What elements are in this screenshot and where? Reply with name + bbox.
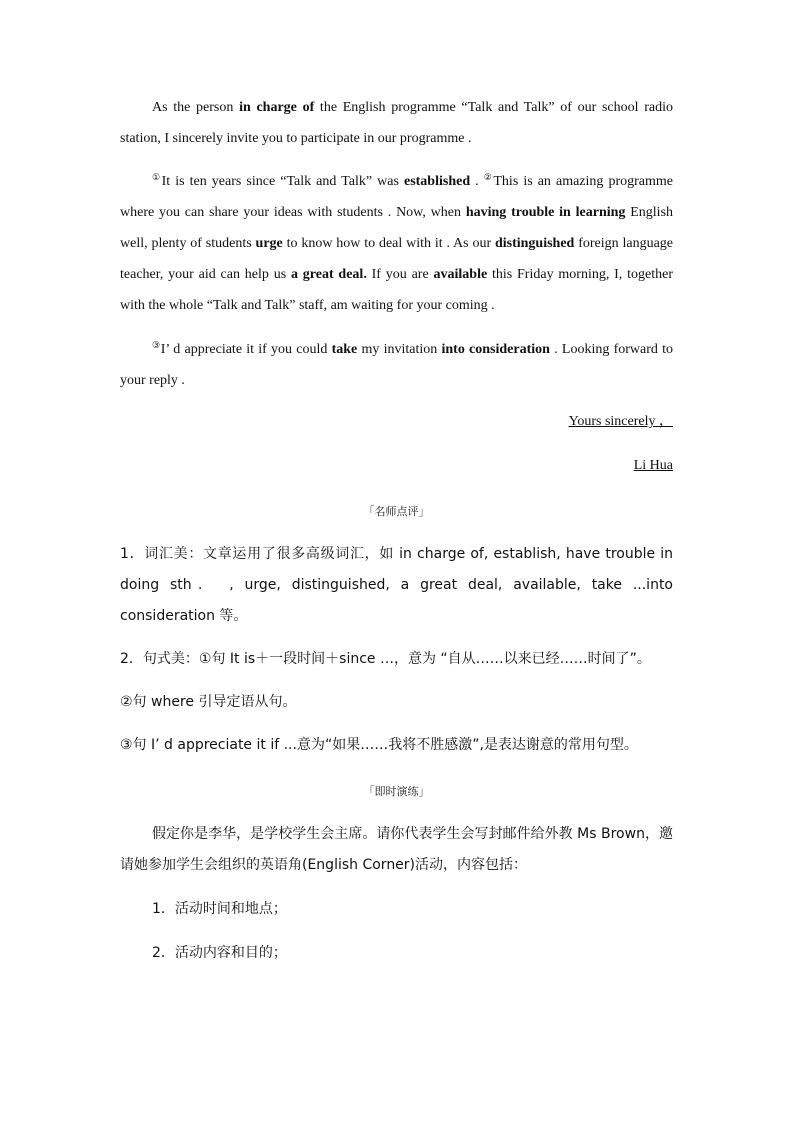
- sentence-marker: ①: [152, 172, 162, 182]
- practice-intro: 假定你是李华，是学校学生会主席。请你代表学生会写封邮件给外教 Ms Brown，邀请她参加学生会组织的英语角(English Corner)活动，内容包括：: [120, 826, 673, 873]
- review-title: 「名师点评」: [363, 505, 430, 518]
- letter-signature: [120, 455, 673, 477]
- text: . Looking forward to your reply .: [120, 342, 673, 388]
- key-phrase: having trouble in learning: [465, 205, 626, 220]
- key-phrase: established: [403, 174, 471, 189]
- review-item-1: 1．词汇美：文章运用了很多高级词汇，如 in charge of, establish, have trouble in doing sth． , urge, distinguished, a great deal, available, take ...into consideration 等。: [120, 546, 673, 624]
- closing-text: Yours sincerely ，: [568, 414, 673, 429]
- key-phrase: a great deal.: [290, 267, 367, 282]
- letter-paragraph-1: [120, 92, 673, 154]
- sentence-marker: ③: [152, 340, 161, 350]
- text: the English programme “Talk and Talk” of our school radio station, I sincerely invite you to participate in our programme .: [120, 100, 673, 146]
- letter-closing: [120, 411, 673, 433]
- key-phrase: distinguished: [494, 236, 575, 251]
- sentence-marker: ②: [483, 172, 494, 182]
- text: English well, plenty of students: [120, 205, 674, 251]
- text: As the person: [152, 100, 240, 115]
- review-item-2: 2．句式美：①句 It is＋一段时间＋since …，意为 “自从……以来已经……时间了”。: [120, 651, 651, 667]
- text: my invitation: [357, 342, 442, 357]
- text: to know how to deal with it . As our: [282, 236, 495, 251]
- letter-paragraph-2: [120, 166, 673, 321]
- key-phrase: into consideration: [441, 342, 550, 357]
- review-section: [120, 503, 673, 761]
- review-item-3: ②句 where 引导定语从句。: [120, 694, 297, 710]
- text: If you are: [366, 267, 434, 282]
- text: this Friday morning, I, together with the whole “Talk and Talk” staff, am waiting for your coming .: [120, 267, 673, 313]
- signature-text: Li Hua: [633, 458, 673, 473]
- practice-item-1: 1．活动时间和地点；: [152, 901, 287, 917]
- text: foreign language teacher, your aid can help us: [120, 236, 673, 282]
- practice-item-2: 2．活动内容和目的；: [152, 945, 287, 961]
- key-phrase: in charge of: [239, 100, 315, 115]
- key-phrase: take: [331, 342, 358, 357]
- practice-title: 「即时演练」: [363, 785, 430, 798]
- text: This is an amazing programme where you can share your ideas with students . Now, when: [120, 174, 674, 220]
- review-item-4: ③句 I’ d appreciate it if ...意为“如果……我将不胜感激”,是表达谢意的常用句型。: [120, 737, 638, 753]
- practice-section: [120, 783, 673, 969]
- text: .: [470, 174, 484, 189]
- letter-paragraph-3: [120, 334, 673, 396]
- document-content: [120, 92, 673, 969]
- key-phrase: urge: [255, 236, 283, 251]
- sample-letter: [120, 92, 673, 477]
- text: It is ten years since “Talk and Talk” was: [161, 174, 404, 189]
- key-phrase: available: [433, 267, 488, 282]
- text: I’ d appreciate it if you could: [160, 342, 332, 357]
